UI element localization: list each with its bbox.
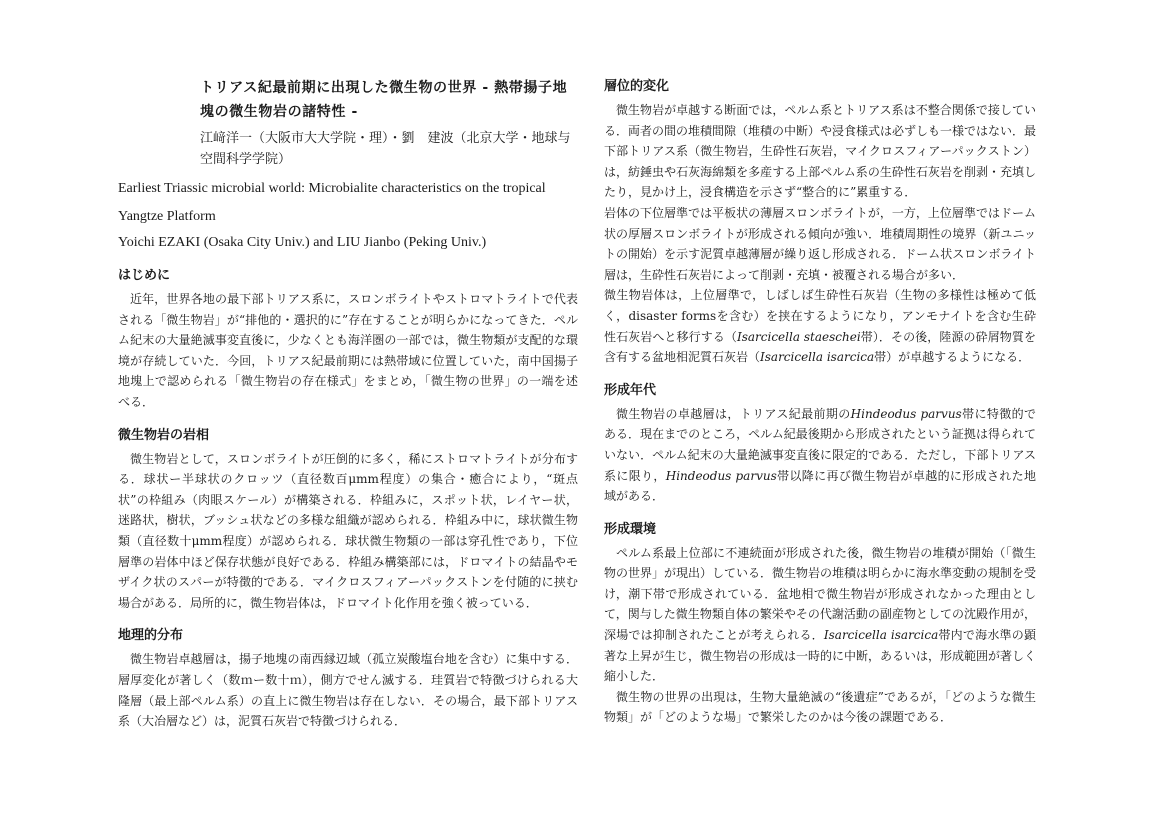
taxon-name: Hindeodus parvus bbox=[665, 468, 777, 483]
left-column bbox=[118, 76, 578, 732]
text-run: 微生物岩体は，上位層準で，しばしば生砕性石灰岩（生物の多様性は極めて低く，disaster formsを含む）を挟在するようになり，アンモナイトを含む生砕性石灰岩へと移行する（ bbox=[604, 288, 1036, 344]
section-heading: 層位的変化 bbox=[604, 79, 670, 94]
section-distribution bbox=[118, 625, 578, 731]
paragraph bbox=[604, 543, 1036, 687]
paragraph: 微生物の世界の出現は，生物大量絶滅の“後遺症”であるが，「どのような微生物類」が「どのような場」で繁栄したのかは今後の課題である． bbox=[604, 689, 1036, 725]
taxon-name: Isarcicella isarcica bbox=[823, 628, 939, 643]
authors-en: Yoichi EZAKI (Osaka City Univ.) and LIU Jianbo (Peking Univ.) bbox=[118, 235, 487, 250]
paragraph: 微生物岩が卓越する断面では，ペルム系とトリアス系は不整合関係で接している．両者の間の堆積間隙（堆積の中断）や浸食様式は必ずしも一様ではない．最下部トリアス系（微生物岩，生砕性石灰岩，マイクロスフィアーパックストン）は，紡錘虫や石灰海綿類を多産する上部ペルム系の生砕性石灰岩を削剥・充填したり，見かけ上，浸食構造を示さず“整合的に”累重する． bbox=[604, 103, 1037, 200]
paragraph: 近年，世界各地の最下部トリアス系に，スロンボライトやストロマトライトで代表される「微生物岩」が“排他的・選択的に”存在することが明らかになってきた．ペルム紀末の大量絶滅事変直後に，少なくとも海洋圏の一部では，微生物類が支配的な環境が存続していた．今回，トリアス紀最前期には熱帯域に位置していた，南中国揚子地塊上で認められる「微生物岩の存在様式」をまとめ，「微生物の世界」の一端を述べる． bbox=[118, 292, 578, 409]
paragraph bbox=[604, 404, 1036, 507]
section-age bbox=[604, 380, 1036, 507]
paragraph bbox=[604, 285, 1036, 367]
section-heading: 形成年代 bbox=[604, 382, 657, 398]
section-environment bbox=[604, 519, 1036, 728]
paragraph: 岩体の下位層準では平板状の薄層スロンボライトが，一方，上位層準ではドーム状の厚層スロンボライトが形成される傾向が強い．堆積周期性の境界（新ユニットの開始）を示す泥質卓越薄層が繰り返し形成される．ドーム状スロンボライト層は，生砕性石灰岩によって削剥・充填・被覆される場合が多い． bbox=[604, 205, 1036, 282]
text-run: 帯）が卓越するようになる． bbox=[874, 350, 1031, 365]
text-run: 帯以降に再び微生物岩が卓越的に形成された地域がある． bbox=[604, 468, 1036, 504]
section-heading: 形成環境 bbox=[604, 521, 657, 537]
section-heading: はじめに bbox=[118, 268, 171, 283]
text-run: 帯）．その後，陸源の砕屑物質を含有する盆地相泥質石灰岩（ bbox=[604, 329, 1036, 365]
paragraph: 微生物岩として，スロンボライトが圧倒的に多く，稀にストロマトライトが分布する．球状ー半球状のクロッツ（直径数百μmm程度）の集合・癒合により，“斑点状”の枠組み（肉眼スケール）が構築される．枠組みに，スポット状，レイヤー状，迷路状，樹状，ブッシュ状などの多様な組織が認められる．枠組み中に，球状微生物類（直径数十μmm程度）が認められる．球状微生物類の一部は穿孔性であり，下位層準の岩体中ほど保存状態が良好である．枠組み構築部には，ドロマイトの結晶やモザイク状のスパーが特徴的である．マイクロスフィアーパックストンを付随的に挟む場合がある．局所的に，微生物岩体は，ドロマイト化作用を強く被っている． bbox=[118, 451, 578, 610]
taxon-name: Isarcicella staeschei bbox=[736, 329, 861, 344]
text-run: ペルム系最上位部に不連続面が形成された後，微生物岩の堆積が開始（「微生物の世界」が現出）している．微生物岩の堆積は明らかに海水準変動の規制を受け，潮下帯で形成されている．盆地相で微生物岩が形成されなかった理由として，関与した微生物類自体の繁栄やその代謝活動の副産物としての沈殿作用が，深場では抑制されたことが考えられる． bbox=[604, 545, 1037, 643]
paragraph: 微生物岩卓越層は，揚子地塊の南西縁辺域（孤立炭酸塩台地を含む）に集中する．層厚変化が著しく（数ｍー数十ｍ），側方でせん滅する．珪質岩で特徴づけられる大隆層（最上部ペルム系）の直上に微生物岩は存在しない．その場合，最下部トリアス系（大冶層など）は，泥質石灰岩で特徴づけられる． bbox=[118, 652, 578, 729]
section-stratigraphic bbox=[604, 76, 1036, 368]
section-heading: 地理的分布 bbox=[118, 628, 184, 644]
authors-ja: 江﨑洋一（大阪市大大学院・理）・劉 建波（北京大学・地球与空間科学学院） bbox=[200, 131, 571, 167]
text-run: 帯内で海水準の顕著な上昇が生じ，微生物岩の形成は一時的に中断，あるいは，形成範囲が著しく縮小した． bbox=[604, 628, 1037, 684]
text-run: 微生物岩の卓越層は，トリアス紀最前期の bbox=[616, 406, 851, 421]
text-run: 帯に特徴的である．現在までのところ，ペルム紀最後期から形成されたという証拠は得られていない．ペルム紀末の大量絶滅事変直後に限定的である．ただし，下部トリアス系に限り， bbox=[604, 406, 1036, 483]
section-heading: 微生物岩の岩相 bbox=[118, 427, 210, 443]
right-column bbox=[604, 76, 1036, 728]
taxon-name: Isarcicella isarcica bbox=[760, 350, 875, 365]
paper-title-en: Earliest Triassic microbial world: Microbialite characteristics on the tropical Yangtze Platform bbox=[118, 181, 546, 224]
taxon-name: Hindeodus parvus bbox=[850, 406, 962, 421]
paper-title-ja: トリアス紀最前期に出現した微生物の世界 - 熱帯揚子地塊の微生物岩の諸特性 - bbox=[200, 80, 568, 120]
section-facies bbox=[118, 425, 578, 614]
section-intro bbox=[118, 265, 578, 413]
